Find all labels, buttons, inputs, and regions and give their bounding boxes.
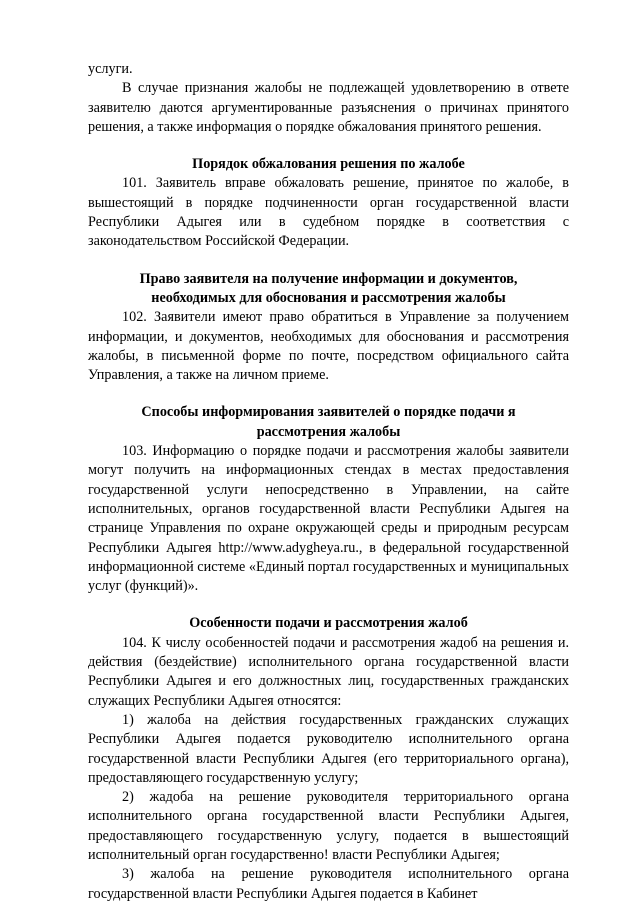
heading-features: Особенности подачи и рассмотрения жалоб (189, 615, 468, 632)
paragraph-103: 103. Информацию о порядке подачи и рассмотрения жалобы заявители могут получить на информационных стендах в местах предоставления государственной услуги непосредственно в Управлении, на сайте исполнительных, органов государственной власти Республики Адыгея на странице Управления по охране окружающей среды и природным ресурсам Республики Адыгея http://www.adygheya.ru., в федеральной государственной информационной системе «Единый портал государственных и муниципальных услуг (функций)». (88, 443, 569, 595)
heading-appeal: Порядок обжалования решения по жалобе (192, 156, 465, 173)
list-item-3: 3) жалоба на решение руководителя исполнительного органа государственной власти Республики Адыгея подается в Кабинет (88, 866, 569, 902)
paragraph-refusal: В случае признания жалобы не подлежащей удовлетворению в ответе заявителю даются аргументированные разъяснения о причинах принятого решения, а также информация о порядке обжалования принятого решения. (88, 80, 569, 135)
heading-rights-line1: Право заявителя на получение информации и документов, (139, 270, 518, 287)
paragraph-104: 104. К числу особенностей подачи и рассмотрения жадоб на решения и. действия (бездействие) исполнительного органа государственной власти Республики Адыгея и его должностных лиц, государственных гражданских служащих Республики Адыгея относятся: (88, 634, 569, 709)
heading-rights-line2: необходимых для обоснования и рассмотрения жалобы (151, 289, 506, 306)
paragraph-101: 101. Заявитель вправе обжаловать решение, принятое по жалобе, в вышестоящий в порядке подчиненности орган государственной власти Республики Адыгея или в судебном порядке в соответствия с законодательством Российской Федерации. (88, 175, 569, 250)
list-item-1: 1) жалоба на действия государственных гражданских служащих Республики Адыгея подается руководителю исполнительного органа государственной власти Республики Адыгея (его территориального органа), предоставляющего государственную услугу; (88, 711, 569, 786)
document-page (88, 60, 569, 904)
paragraph-102: 102. Заявители имеют право обратиться в Управление за получением информации, и документов, необходимых для обоснования и рассмотрения жалобы, в письменной форме по почте, посредством официального сайта Управления, а также на личном приеме. (88, 309, 569, 384)
list-item-2: 2) жадоба на решение руководителя территориального органа исполнительного органа государственной власти Республики Адыгея, предоставляющего государственную услугу, подается в вышестоящий исполнительный орган государственно! власти Республики Адыгея; (88, 789, 569, 863)
paragraph-top-tail: услуги. (88, 61, 133, 77)
heading-inform-line2: рассмотрения жалобы (256, 423, 401, 440)
heading-inform-line1: Способы информирования заявителей о порядке подачи я (141, 404, 516, 421)
